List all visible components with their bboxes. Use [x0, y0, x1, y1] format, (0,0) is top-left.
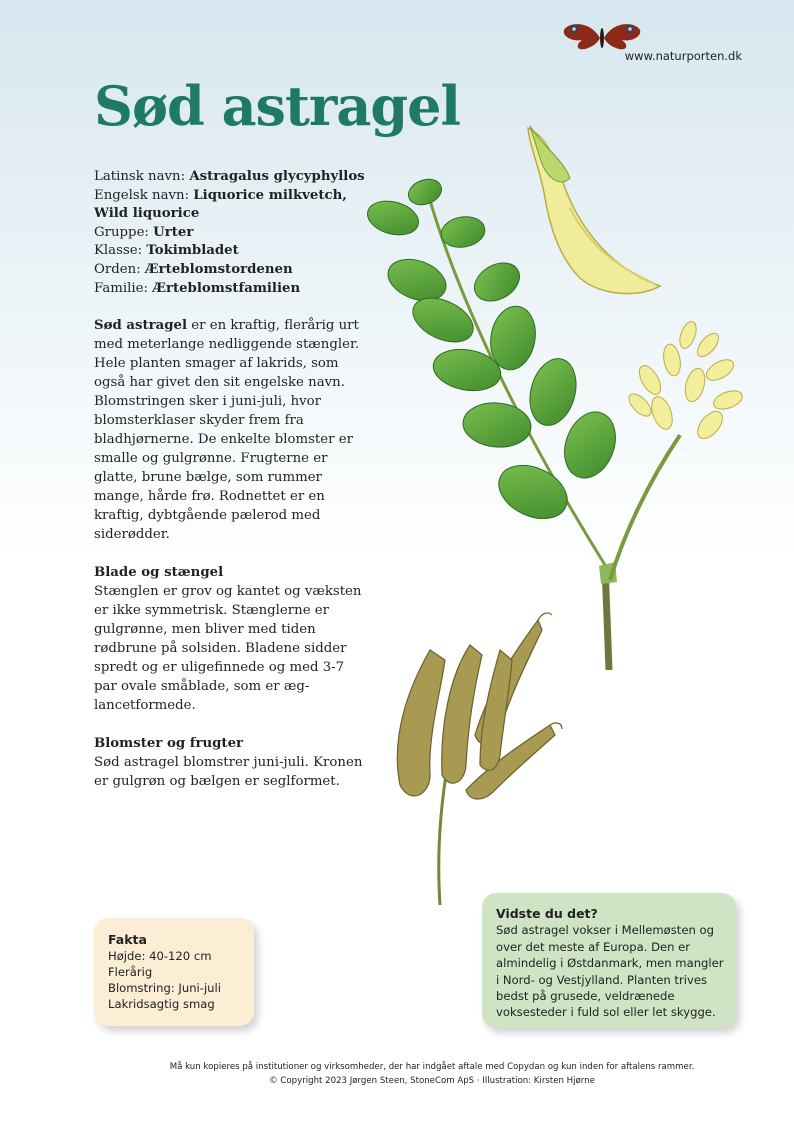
fact-line: Flerårig — [108, 965, 153, 979]
footer-license: Må kun kopieres på institutioner og virksomheder, der har indgået aftale med Copydan og kun inden for aftalens rammer. — [169, 1062, 695, 1072]
taxonomy-row: Gruppe: Urter — [94, 224, 194, 240]
pods-illustration — [370, 605, 570, 910]
page-title: Sød astragel — [94, 74, 460, 138]
facts-box — [94, 918, 254, 1026]
taxonomy-row: Latinsk navn: Astragalus glycyphyllos — [94, 169, 365, 184]
flower-illustration — [510, 118, 670, 303]
did-you-know-title: Vidste du det? — [496, 906, 598, 921]
section-paragraph: Stænglen er grov og kantet og væksten er ikke symmetrisk. Stænglerne er gulgrønne, men bliver med tiden rødbrune på solsiden. Bladene sidder spredt og er uligefinnede og med 3-7 par ovale småblade, som er æg-lancetformede. — [94, 584, 362, 713]
site-url[interactable]: www.naturporten.dk — [624, 49, 742, 63]
body-text — [94, 316, 364, 810]
did-you-know-text: Sød astragel vokser i Mellemøsten og over det meste af Europa. Den er almindelig i Østdanmark, men mangler i Nord- og Vestjylland. Planten trives bedst på grusede, veldrænede voksesteder i fuld sol eller let skygge. — [496, 923, 724, 1020]
fact-line: Lakridsagtig smag — [108, 997, 215, 1011]
section-heading: Blade og stængel — [94, 565, 224, 580]
intro-paragraph: Sød astragel er en kraftig, flerårig urt med meterlange nedliggende stængler. Hele planten smager af lakrids, som også har givet den sit engelske navn. Blomstringen sker i juni-juli, hvor blomsterklaser skyder frem fra bladhjørnerne. De enkelte blomster er smalle og gulgrønne. Frugterne er glatte, brune bælge, som rummer mange, hårde frø. Rodnettet er en kraftig, dybtgående pælerod med siderødder. — [94, 318, 360, 542]
flower-cluster-illustration — [600, 315, 755, 585]
footer-copyright: © Copyright 2023 Jørgen Steen, StoneCom ApS · Illustration: Kirsten Hjørne — [269, 1076, 595, 1086]
taxonomy-row: Klasse: Tokimbladet — [94, 243, 239, 259]
fact-line: Højde: 40-120 cm — [108, 949, 212, 963]
taxonomy-row: Wild liquorice — [94, 206, 200, 222]
taxonomy-row: Familie: Ærteblomstfamilien — [94, 280, 301, 296]
fact-line: Blomstring: Juni-juli — [108, 981, 221, 995]
did-you-know-box — [482, 893, 736, 1028]
taxonomy-list — [94, 168, 364, 298]
section-paragraph: Sød astragel blomstrer juni-juli. Kronen er gulgrøn og bælgen er seglformet. — [94, 755, 363, 789]
taxonomy-row: Engelsk navn: Liquorice milkvetch, — [94, 187, 347, 203]
facts-title: Fakta — [108, 932, 147, 947]
section-heading: Blomster og frugter — [94, 736, 244, 751]
taxonomy-row: Orden: Ærteblomstordenen — [94, 261, 293, 277]
